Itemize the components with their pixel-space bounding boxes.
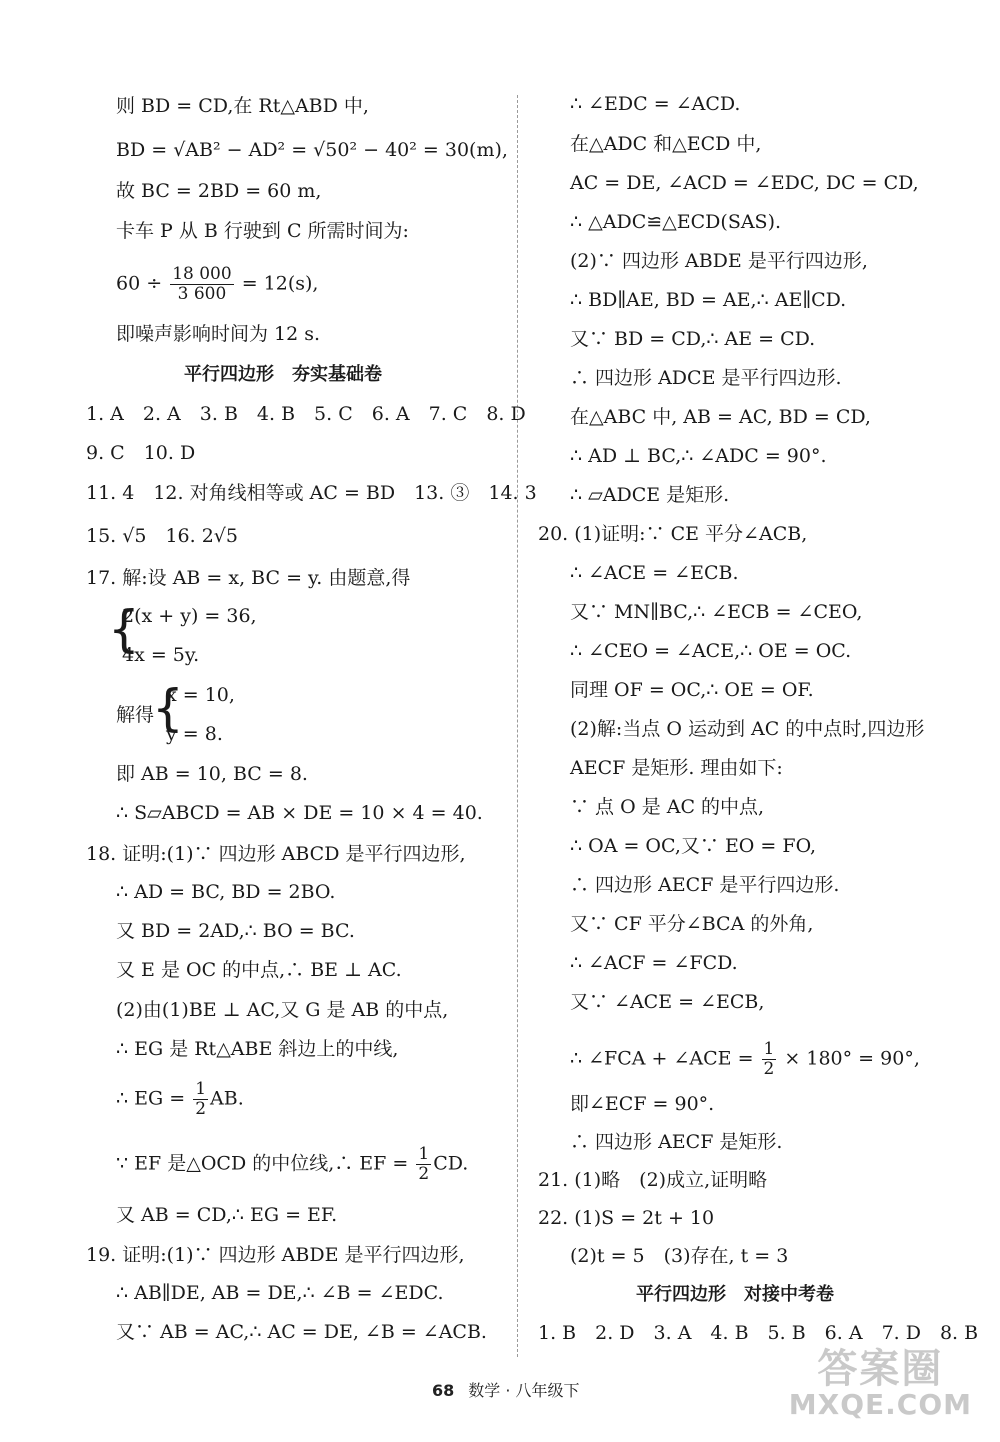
answer-line: 11. 4 12. 对角线相等或 AC = BD 13. ③ 14. 3 [86, 482, 537, 504]
section-title: 平行四边形 夯实基础卷 [184, 364, 382, 385]
text-line: 又∵ CF 平分∠BCA 的外角, [570, 913, 814, 935]
page-number: 68 [432, 1381, 455, 1400]
brace-symbol: { [108, 600, 140, 658]
text-line: ∴ AB∥DE, AB = DE,∴ ∠B = ∠EDC. [116, 1282, 444, 1304]
text-line: 18. 证明:(1)∵ 四边形 ABCD 是平行四边形, [86, 843, 466, 865]
fraction-line [570, 1040, 920, 1079]
text-line: 又∵ MN∥BC,∴ ∠ECB = ∠CEO, [570, 601, 863, 623]
watermark-logo [789, 1348, 972, 1419]
text-line: (2)解:当点 O 运动到 AC 的中点时,四边形 [570, 718, 925, 740]
text-line: 故 BC = 2BD = 60 m, [116, 180, 322, 202]
answer-line: 22. (1)S = 2t + 10 [538, 1207, 715, 1229]
denominator: 3 600 [177, 284, 227, 304]
text-line: ∴ S▱ABCD = AB × DE = 10 × 4 = 40. [116, 802, 483, 824]
text-line: 解得 [116, 704, 155, 726]
fraction [416, 1145, 431, 1184]
page-footer [432, 1378, 580, 1401]
brace-symbol: { [152, 679, 184, 737]
text-segment: ∴ ∠FCA + ∠ACE = [570, 1047, 760, 1070]
text-line: ∴ ∠EDC = ∠ACD. [570, 93, 741, 115]
text-line: 则 BD = CD,在 Rt△ABD 中, [116, 95, 369, 117]
numerator: 1 [418, 1144, 430, 1164]
numerator: 1 [195, 1079, 207, 1099]
text-line: ∴ BD∥AE, BD = AE,∴ AE∥CD. [570, 289, 847, 311]
text-line: 20. (1)证明:∵ CE 平分∠ACB, [538, 523, 808, 545]
equation-line: y = 8. [166, 723, 223, 745]
watermark-text: 答案圈 [817, 1346, 944, 1392]
text-segment: ∴ EG = [116, 1087, 192, 1110]
text-line: 又 BD = 2AD,∴ BO = BC. [116, 920, 355, 942]
text-line: 即噪声影响时间为 12 s. [116, 323, 321, 345]
watermark-url: MXQE.COM [788, 1388, 972, 1421]
text-line: ∵ 点 O 是 AC 的中点, [570, 796, 765, 818]
text-line: AC = DE, ∠ACD = ∠EDC, DC = CD, [570, 172, 919, 194]
fraction-line [116, 1145, 468, 1184]
numerator: 1 [763, 1039, 775, 1059]
text-line: 又 E 是 OC 的中点,∴ BE ⊥ AC. [116, 959, 402, 981]
text-line: BD = √AB² − AD² = √50² − 40² = 30(m), [116, 139, 508, 161]
text-segment: 60 ÷ [116, 272, 169, 295]
text-line: ∴ ∠ACE = ∠ECB. [570, 562, 739, 584]
denominator: 2 [763, 1059, 775, 1079]
answer-line: 9. C 10. D [86, 442, 196, 464]
text-line: ∴ OA = OC,又∵ EO = FO, [570, 835, 817, 857]
text-line: 又∵ AB = AC,∴ AC = DE, ∠B = ∠ACB. [116, 1321, 487, 1343]
text-line: ∴ △ADC≌△ECD(SAS). [570, 211, 782, 233]
text-line: 同理 OF = OC,∴ OE = OF. [570, 679, 814, 701]
text-line: ∴ EG 是 Rt△ABE 斜边上的中线, [116, 1038, 399, 1060]
text-line: AECF 是矩形. 理由如下: [570, 757, 783, 779]
answer-line: 1. B 2. D 3. A 4. B 5. B 6. A 7. D 8. B [538, 1322, 979, 1344]
answer-line: 21. (1)略 (2)成立,证明略 [538, 1169, 768, 1191]
equation-line: 4x = 5y. [122, 644, 200, 666]
text-line: 即 AB = 10, BC = 8. [116, 763, 308, 785]
text-line: (2)∵ 四边形 ABDE 是平行四边形, [570, 250, 868, 272]
text-line: ∴ 四边形 ADCE 是平行四边形. [570, 367, 842, 389]
text-line: 即∠ECF = 90°. [570, 1093, 715, 1115]
text-line: 又∵ ∠ACE = ∠ECB, [570, 991, 765, 1013]
text-segment: ∵ EF 是△OCD 的中位线,∴ EF = [116, 1152, 415, 1175]
denominator: 2 [195, 1099, 207, 1119]
text-segment: CD. [433, 1152, 469, 1175]
answer-line: 1. A 2. A 3. B 4. B 5. C 6. A 7. C 8. D [86, 403, 526, 425]
answer-line: 15. √5 16. 2√5 [86, 525, 238, 547]
denominator: 2 [418, 1164, 430, 1184]
text-segment: × 180° = 90°, [778, 1047, 920, 1070]
fraction-line [116, 265, 318, 304]
equation-line: 2(x + y) = 36, [122, 605, 257, 627]
text-segment: AB. [210, 1087, 244, 1110]
fraction [170, 265, 233, 304]
text-line: ∴ ∠ACF = ∠FCD. [570, 952, 738, 974]
fraction [762, 1040, 777, 1079]
text-line: 卡车 P 从 B 行驶到 C 所需时间为: [116, 220, 409, 242]
fraction-line [116, 1080, 244, 1119]
text-line: ∴ AD = BC, BD = 2BO. [116, 881, 336, 903]
section-title: 平行四边形 对接中考卷 [636, 1284, 834, 1305]
fraction [193, 1080, 208, 1119]
numerator: 18 000 [172, 264, 232, 284]
text-segment: = 12(s), [235, 272, 319, 295]
text-line: 又 AB = CD,∴ EG = EF. [116, 1204, 338, 1226]
text-line: ∴ ∠CEO = ∠ACE,∴ OE = OC. [570, 640, 852, 662]
text-line: (2)由(1)BE ⊥ AC,又 G 是 AB 的中点, [116, 999, 449, 1021]
book-label: 数学 · 八年级下 [468, 1381, 580, 1400]
text-line: 在△ABC 中, AB = AC, BD = CD, [570, 406, 871, 428]
text-line: 又∵ BD = CD,∴ AE = CD. [570, 328, 816, 350]
text-line: ∴ AD ⊥ BC,∴ ∠ADC = 90°. [570, 445, 827, 467]
text-line: 在△ADC 和△ECD 中, [570, 133, 762, 155]
equation-line: x = 10, [166, 684, 235, 706]
text-line: 19. 证明:(1)∵ 四边形 ABDE 是平行四边形, [86, 1244, 465, 1266]
text-line: ∴ ▱ADCE 是矩形. [570, 484, 730, 506]
text-line: ∴ 四边形 AECF 是矩形. [570, 1131, 783, 1153]
column-divider [517, 95, 518, 1357]
text-line: ∴ 四边形 AECF 是平行四边形. [570, 874, 840, 896]
text-line: 17. 解:设 AB = x, BC = y. 由题意,得 [86, 567, 411, 589]
answer-line: (2)t = 5 (3)存在, t = 3 [570, 1245, 789, 1267]
